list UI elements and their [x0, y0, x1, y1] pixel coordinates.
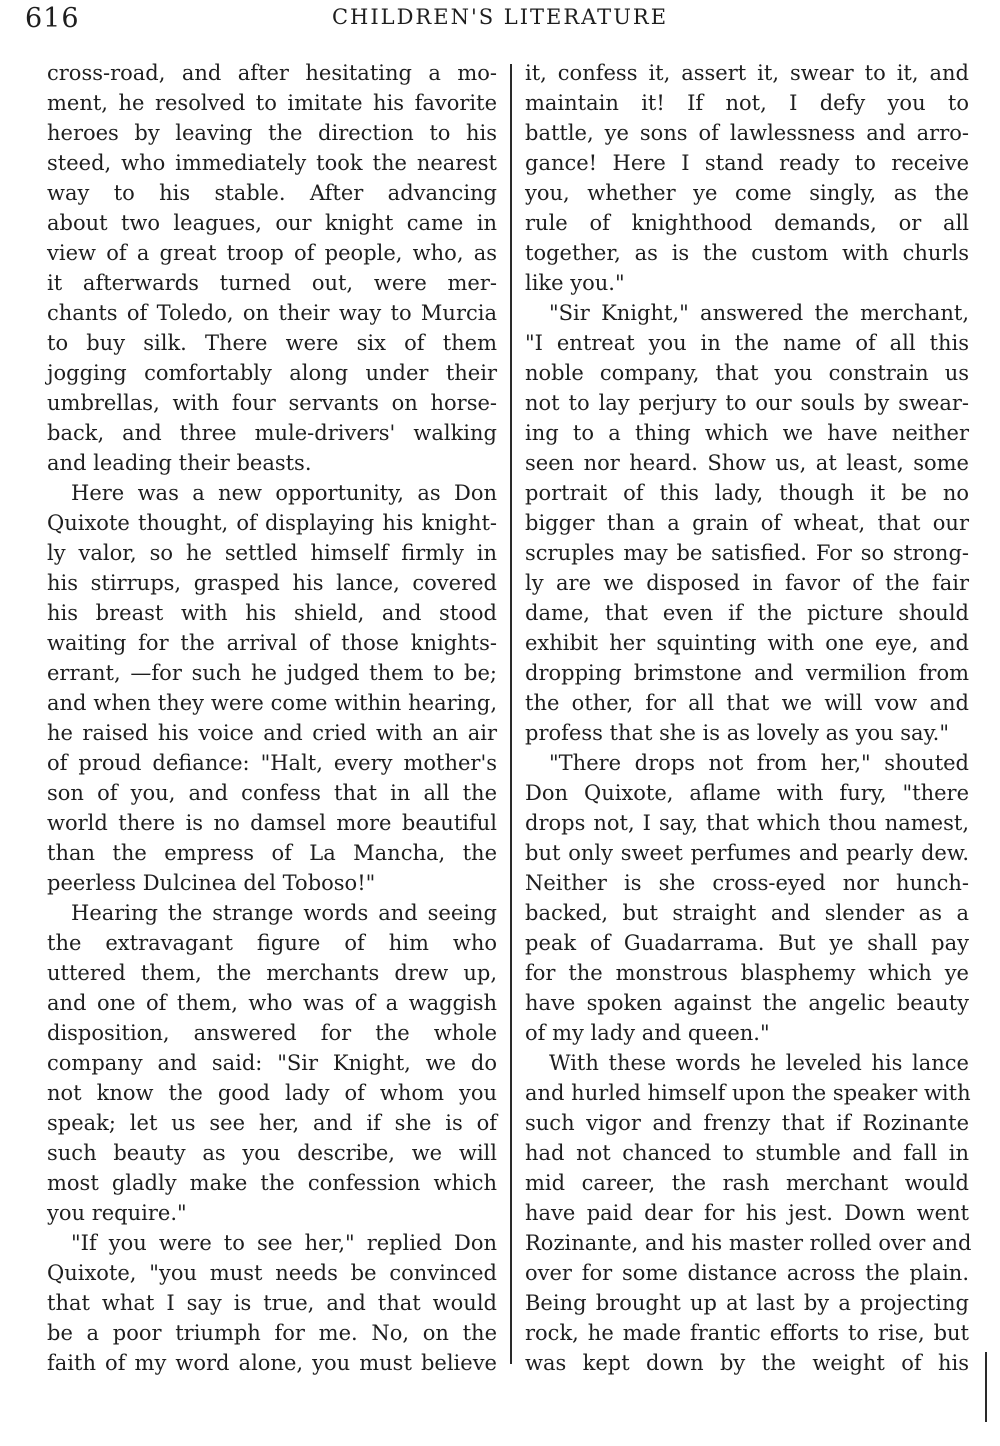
- text-line: With these words he leveled his lance: [549, 1051, 969, 1075]
- text-line: the extravagant figure of him who: [47, 931, 497, 955]
- text-line: exhibit her squinting with one eye, and: [525, 631, 969, 655]
- text-line: Don Quixote, aflame with fury, "there: [525, 781, 969, 805]
- text-line: Hearing the strange words and seeing: [71, 901, 497, 925]
- text-line: it, confess it, assert it, swear to it, and: [525, 61, 969, 85]
- text-line: speak; let us see her, and if she is of: [47, 1111, 497, 1135]
- text-line: cross-road, and after hesitating a mo-: [47, 61, 497, 85]
- text-line: son of you, and confess that in all the: [47, 781, 497, 805]
- text-line: steed, who immediately took the nearest: [47, 151, 497, 175]
- text-line: and hurled himself upon the speaker with: [525, 1081, 971, 1105]
- text-line: his breast with his shield, and stood: [47, 601, 497, 625]
- edge-rule: [985, 1352, 987, 1422]
- right-column: [525, 58, 972, 1378]
- text-line: "If you were to see her," replied Don: [71, 1231, 497, 1255]
- text-line: gance! Here I stand ready to receive: [525, 151, 969, 175]
- text-line: disposition, answered for the whole: [47, 1021, 497, 1045]
- text-line: peak of Guadarrama. But ye shall pay: [525, 931, 969, 955]
- text-line: and when they were come within hearing,: [47, 691, 497, 715]
- text-line: such beauty as you describe, we will: [47, 1141, 497, 1165]
- text-line: Rozinante, and his master rolled over and: [525, 1231, 972, 1255]
- text-line: for the monstrous blasphemy which ye: [525, 961, 969, 985]
- text-line: his stirrups, grasped his lance, covered: [47, 571, 497, 595]
- text-line: ly valor, so he settled himself firmly in: [47, 541, 497, 565]
- text-line: such vigor and frenzy that if Rozinante: [525, 1111, 969, 1135]
- text-line: to buy silk. There were six of them: [47, 331, 497, 355]
- text-line: umbrellas, with four servants on horse-: [47, 391, 497, 415]
- text-line: have paid dear for his jest. Down went: [525, 1201, 969, 1225]
- text-line: ing to a thing which we have neither: [525, 421, 969, 445]
- text-line: and leading their beasts.: [47, 451, 312, 475]
- left-column: [47, 58, 497, 1378]
- text-line: it afterwards turned out, were mer-: [47, 271, 497, 295]
- text-line: most gladly make the confession which: [47, 1171, 497, 1195]
- text-line: "I entreat you in the name of all this: [525, 331, 969, 355]
- text-line: rule of knighthood demands, or all: [525, 211, 969, 235]
- text-line: maintain it! If not, I defy you to: [525, 91, 969, 115]
- text-line: noble company, that you constrain us: [525, 361, 969, 385]
- text-line: seen nor heard. Show us, at least, some: [525, 451, 969, 475]
- text-line: back, and three mule-drivers' walking: [47, 421, 497, 445]
- text-line: battle, ye sons of lawlessness and arro-: [525, 121, 969, 145]
- text-line: over for some distance across the plain.: [525, 1261, 969, 1285]
- text-line: portrait of this lady, though it be no: [525, 481, 969, 505]
- page-number: 616: [25, 3, 80, 34]
- text-line: "Sir Knight," answered the merchant,: [549, 301, 969, 325]
- text-line: not to lay perjury to our souls by swear-: [525, 391, 969, 415]
- text-line: world there is no damsel more beautiful: [47, 811, 497, 835]
- text-line: rock, he made frantic efforts to rise, but: [525, 1321, 969, 1345]
- text-line: company and said: "Sir Knight, we do: [47, 1051, 497, 1075]
- text-line: view of a great troop of people, who, as: [47, 241, 497, 265]
- text-line: not know the good lady of whom you: [47, 1081, 497, 1105]
- text-line: dropping brimstone and vermilion from: [525, 661, 969, 685]
- text-line: Neither is she cross-eyed nor hunch-: [525, 871, 969, 895]
- text-line: peerless Dulcinea del Toboso!": [47, 871, 376, 895]
- text-line: heroes by leaving the direction to his: [47, 121, 497, 145]
- text-line: way to his stable. After advancing: [47, 181, 497, 205]
- text-line: ly are we disposed in favor of the fair: [525, 571, 969, 595]
- text-line: the other, for all that we will vow and: [525, 691, 969, 715]
- text-line: ment, he resolved to imitate his favorite: [47, 91, 497, 115]
- text-line: but only sweet perfumes and pearly dew.: [525, 841, 969, 865]
- text-line: errant, —for such he judged them to be;: [47, 661, 497, 685]
- running-head: CHILDREN'S LITERATURE: [331, 5, 669, 29]
- text-line: faith of my word alone, you must believe: [47, 1351, 497, 1375]
- text-line: Quixote, "you must needs be convinced: [47, 1261, 497, 1285]
- text-line: bigger than a grain of wheat, that our: [525, 511, 969, 535]
- text-line: have spoken against the angelic beauty: [525, 991, 969, 1015]
- text-line: like you.": [525, 271, 625, 295]
- text-line: dame, that even if the picture should: [525, 601, 969, 625]
- text-line: he raised his voice and cried with an air: [47, 721, 497, 745]
- text-line: that what I say is true, and that would: [47, 1291, 497, 1315]
- text-line: you require.": [47, 1201, 187, 1225]
- text-line: was kept down by the weight of his: [525, 1351, 969, 1375]
- text-line: had not chanced to stumble and fall in: [525, 1141, 969, 1165]
- text-line: and one of them, who was of a waggish: [47, 991, 497, 1015]
- text-line: chants of Toledo, on their way to Murcia: [47, 301, 497, 325]
- text-line: waiting for the arrival of those knights-: [47, 631, 497, 655]
- text-line: jogging comfortably along under their: [47, 361, 497, 385]
- text-line: scruples may be satisfied. For so strong-: [525, 541, 969, 565]
- text-line: Being brought up at last by a projecting: [525, 1291, 969, 1315]
- text-line: together, as is the custom with churls: [525, 241, 969, 265]
- column-divider: [510, 64, 512, 1364]
- text-line: be a poor triumph for me. No, on the: [47, 1321, 497, 1345]
- text-line: of proud defiance: "Halt, every mother's: [47, 751, 497, 775]
- text-line: drops not, I say, that which thou namest,: [525, 811, 969, 835]
- text-line: profess that she is as lovely as you say.": [525, 721, 949, 745]
- text-line: backed, but straight and slender as a: [525, 901, 969, 925]
- text-line: of my lady and queen.": [525, 1021, 770, 1045]
- text-line: Here was a new opportunity, as Don: [71, 481, 497, 505]
- text-line: about two leagues, our knight came in: [47, 211, 497, 235]
- text-line: than the empress of La Mancha, the: [47, 841, 497, 865]
- text-line: Quixote thought, of displaying his knight-: [47, 511, 497, 535]
- text-line: "There drops not from her," shouted: [549, 751, 969, 775]
- text-line: mid career, the rash merchant would: [525, 1171, 969, 1195]
- text-line: you, whether ye come singly, as the: [525, 181, 969, 205]
- text-line: uttered them, the merchants drew up,: [47, 961, 497, 985]
